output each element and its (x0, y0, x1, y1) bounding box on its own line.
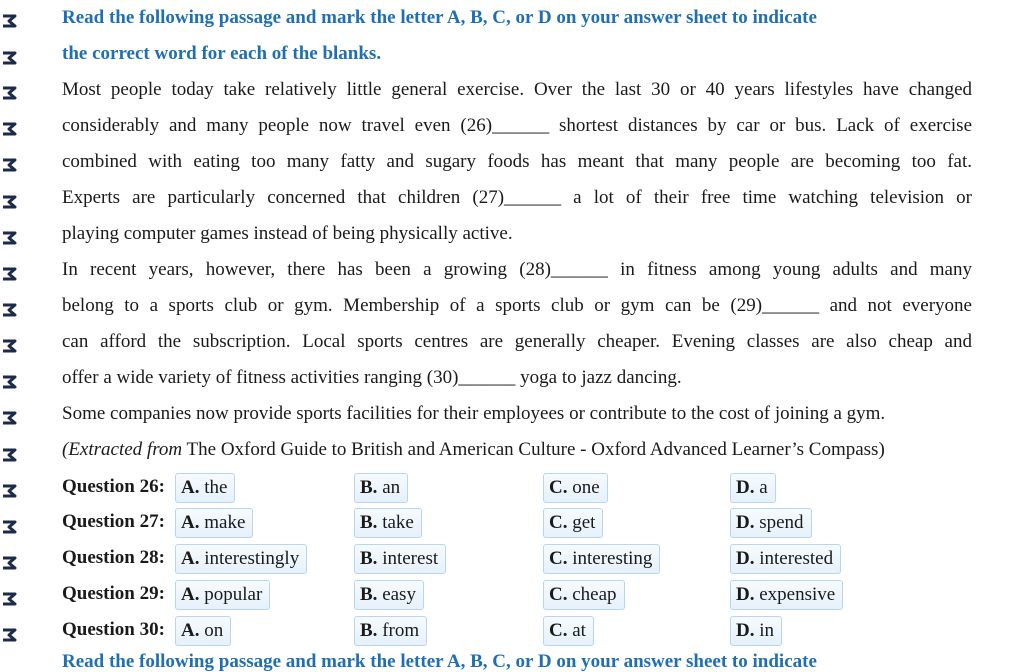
option-letter: C. (549, 548, 568, 569)
option-b[interactable] (354, 616, 427, 646)
option-letter: A. (181, 477, 200, 498)
binding-ring (2, 195, 18, 209)
option-letter: D. (736, 584, 755, 605)
option-letter: C. (549, 584, 568, 605)
option-letter: A. (181, 512, 200, 533)
option-text: interested (759, 548, 834, 569)
option-letter: B. (360, 548, 378, 569)
option-letter: B. (360, 620, 378, 641)
option-a[interactable] (175, 616, 231, 646)
option-d[interactable] (730, 580, 843, 610)
binding-ring (2, 158, 18, 172)
option-text: an (382, 477, 401, 498)
option-text: in (759, 620, 775, 641)
passage-p2-line-4: offer a wide variety of fitness activities ranging (30)______ yoga to jazz dancing. (62, 367, 682, 388)
option-a[interactable] (175, 508, 253, 538)
question-label: Question 28: (62, 547, 165, 568)
passage-p1-line-4: Experts are particularly concerned that children (27)______ a lot of their free time watching television or (62, 187, 972, 208)
binding-ring (2, 14, 18, 28)
binding-ring (2, 484, 18, 498)
option-letter: D. (736, 477, 755, 498)
binding-ring (2, 122, 18, 136)
passage-p1-line-3: combined with eating too many fatty and sugary foods has meant that many people are becoming too fat. (62, 151, 972, 172)
option-letter: C. (549, 620, 568, 641)
option-letter: A. (181, 620, 200, 641)
option-text: interestingly (204, 548, 300, 569)
option-letter: D. (736, 512, 755, 533)
question-row (62, 508, 974, 538)
binding-ring (2, 448, 18, 462)
option-d[interactable] (730, 544, 841, 574)
source-text: The Oxford Guide to British and American Culture - Oxford Advanced Learner’s Compass) (182, 439, 885, 460)
option-text: take (382, 512, 414, 533)
question-row (62, 580, 974, 610)
option-letter: C. (549, 477, 568, 498)
option-text: interest (382, 548, 439, 569)
option-b[interactable] (354, 473, 408, 503)
next-instruction: Read the following passage and mark the letter A, B, C, or D on your answer sheet to indicate (62, 651, 817, 672)
binding-ring (2, 339, 18, 353)
option-text: one (572, 477, 600, 498)
option-text: popular (204, 584, 263, 605)
passage-p2-line-1: In recent years, however, there has been a growing (28)______ in fitness among young adults and many (62, 259, 972, 280)
question-row (62, 473, 974, 503)
passage-p3: Some companies now provide sports facilities for their employees or contribute to the cost of joining a gym. (62, 403, 886, 424)
question-label: Question 30: (62, 619, 165, 640)
option-text: interesting (572, 548, 653, 569)
source-italic: (Extracted from (62, 439, 183, 460)
option-text: cheap (572, 584, 617, 605)
option-text: a (759, 477, 768, 498)
option-letter: B. (360, 512, 378, 533)
option-b[interactable] (354, 580, 424, 610)
option-a[interactable] (175, 544, 307, 574)
option-letter: B. (360, 584, 378, 605)
option-c[interactable] (543, 616, 594, 646)
instruction-line-2: the correct word for each of the blanks. (62, 43, 382, 64)
option-b[interactable] (354, 544, 446, 574)
binding-ring (2, 303, 18, 317)
option-d[interactable] (730, 616, 782, 646)
binding-ring (2, 86, 18, 100)
option-letter: C. (549, 512, 568, 533)
option-c[interactable] (543, 508, 603, 538)
passage-p2-line-2: belong to a sports club or gym. Membership of a sports club or gym can be (29)______ and not everyone (62, 295, 972, 316)
question-row (62, 616, 974, 646)
option-text: the (204, 477, 228, 498)
option-letter: B. (360, 477, 378, 498)
binding-ring (2, 628, 18, 642)
option-text: easy (382, 584, 416, 605)
option-text: get (572, 512, 596, 533)
option-a[interactable] (175, 473, 235, 503)
question-label: Question 27: (62, 511, 165, 532)
instruction-line-1: Read the following passage and mark the letter A, B, C, or D on your answer sheet to indicate (62, 7, 817, 28)
passage-p1-line-1: Most people today take relatively little general exercise. Over the last 30 or 40 years lifestyles have changed (62, 79, 972, 100)
binding-ring (2, 592, 18, 606)
option-letter: D. (736, 548, 755, 569)
next-instruction-cut (62, 651, 942, 672)
option-text: make (204, 512, 246, 533)
option-c[interactable] (543, 580, 625, 610)
option-letter: A. (181, 548, 200, 569)
binding-ring (2, 51, 18, 65)
option-c[interactable] (543, 544, 660, 574)
question-label: Question 26: (62, 476, 165, 497)
question-label: Question 29: (62, 583, 165, 604)
binding-ring (2, 267, 18, 281)
binding-ring (2, 520, 18, 534)
option-text: at (572, 620, 586, 641)
passage-p1-line-5: playing computer games instead of being physically active. (62, 223, 513, 244)
option-d[interactable] (730, 508, 812, 538)
option-text: from (382, 620, 420, 641)
source-citation (62, 439, 972, 461)
option-text: on (204, 620, 224, 641)
option-d[interactable] (730, 473, 776, 503)
binding-ring (2, 231, 18, 245)
option-letter: D. (736, 620, 755, 641)
option-text: expensive (759, 584, 836, 605)
passage-p2-line-3: can afford the subscription. Local sports centres are generally cheaper. Evening classes are also cheap and (62, 331, 972, 352)
option-a[interactable] (175, 580, 270, 610)
option-c[interactable] (543, 473, 608, 503)
spiral-binding (0, 0, 26, 661)
option-text: spend (759, 512, 804, 533)
passage-p1-line-2: considerably and many people now travel even (26)______ shortest distances by car or bus. Lack of exercise (62, 115, 972, 136)
question-row (62, 544, 974, 574)
option-b[interactable] (354, 508, 422, 538)
binding-ring (2, 375, 18, 389)
binding-ring (2, 556, 18, 570)
binding-ring (2, 411, 18, 425)
option-letter: A. (181, 584, 200, 605)
